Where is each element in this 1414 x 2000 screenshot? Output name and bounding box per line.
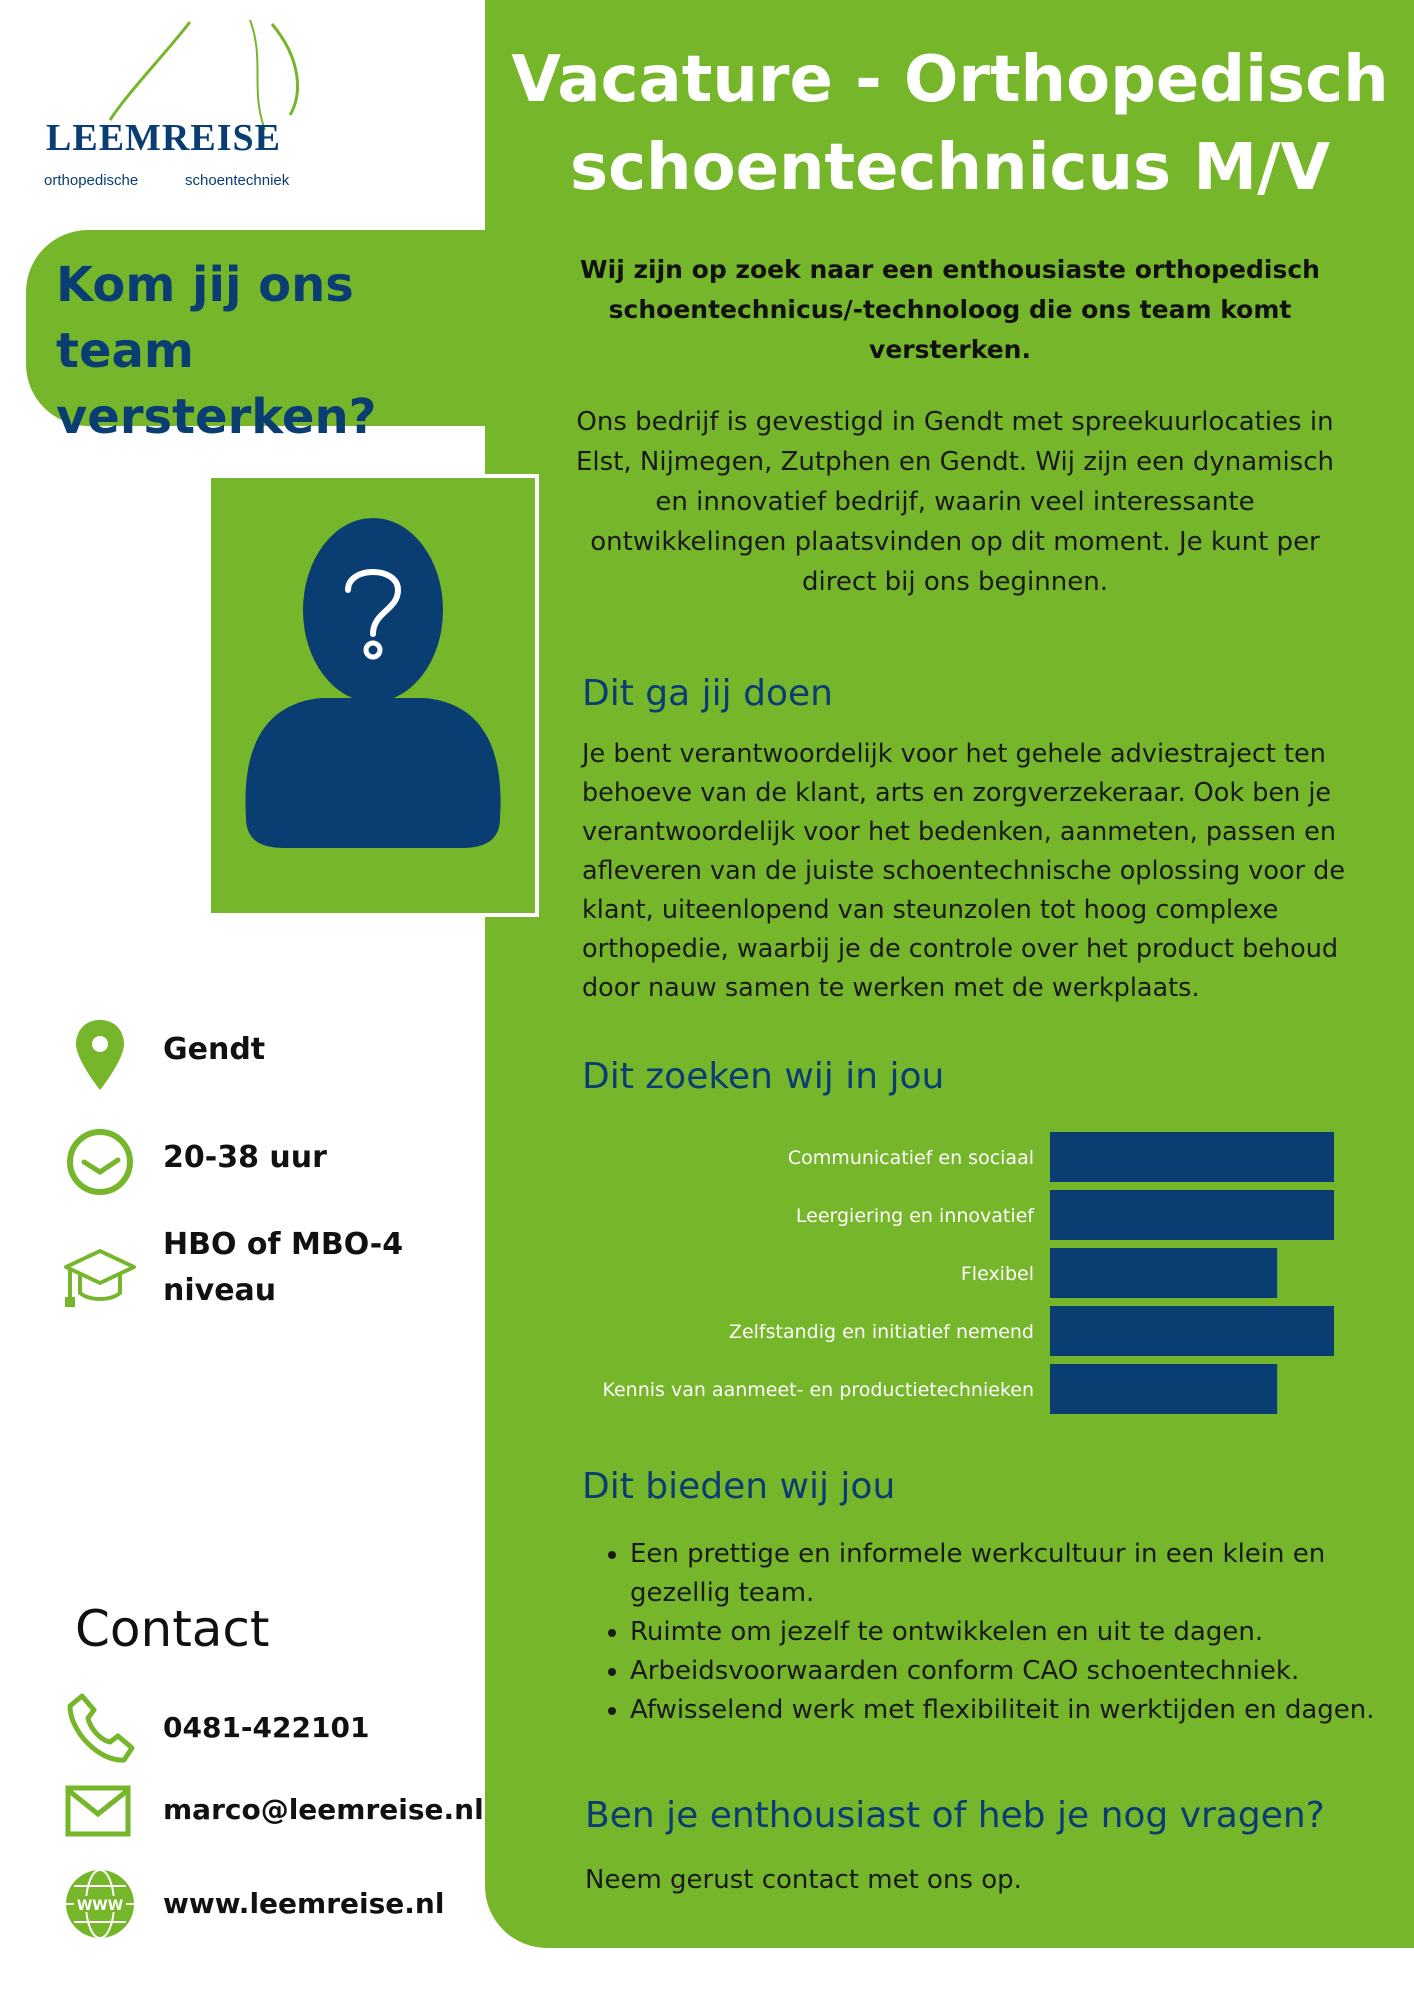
svg-text:WWW: WWW	[76, 1898, 124, 1914]
contact-title: Contact	[75, 1600, 270, 1658]
offer-list-item: • Een prettige en informele werkcultuur in een klein en gezellig team.	[630, 1535, 1410, 1613]
offer-list-item: • Afwisselend werk met flexibiliteit in werktijden en dagen.	[630, 1691, 1410, 1730]
person-question-icon	[211, 478, 535, 913]
info-education-text-line1: HBO of MBO-4	[163, 1227, 404, 1262]
chart-category-label: Leergiering en innovatief	[795, 1205, 1034, 1227]
intro-bold: Wij zijn op zoek naar een enthousiaste orthopedisch schoentechnicus/-technoloog die ons team komt versterken.	[580, 255, 1320, 364]
chart-category-label: Communicatief en sociaal	[787, 1147, 1034, 1169]
skills-bar-chart	[560, 1128, 1360, 1418]
chart-bar	[1050, 1190, 1334, 1240]
phone-icon	[60, 1688, 140, 1768]
logo-subtitle-left: orthopedische	[44, 172, 139, 189]
page-title-line2: schoentechnicus M/V	[570, 131, 1330, 205]
chart-category-label: Zelfstandig en initiatief nemend	[728, 1321, 1034, 1343]
contact-phone-text[interactable]: 0481-422101	[163, 1711, 370, 1744]
location-pin-icon	[60, 1014, 140, 1094]
chart-bar	[1050, 1364, 1277, 1414]
tagline: Kom jij ons team versterken?	[56, 257, 377, 445]
clock-icon	[60, 1122, 140, 1202]
section-heading-doen: Dit ga jij doen	[582, 673, 833, 714]
contact-email-text[interactable]: marco@leemreise.nl	[163, 1793, 484, 1826]
page-title-line1: Vacature - Orthopedisch	[511, 43, 1389, 117]
chart-category-label: Flexibel	[960, 1263, 1034, 1285]
offer-list-item: • Ruimte om jezelf te ontwikkelen en uit te dagen.	[630, 1613, 1410, 1652]
closing-text: Neem gerust contact met ons op.	[585, 1865, 1022, 1895]
globe-icon	[60, 1864, 140, 1944]
logo-name: LEEMREISE	[46, 117, 281, 159]
chart-bar	[1050, 1132, 1334, 1182]
info-location-text: Gendt	[163, 1032, 266, 1067]
intro-text: Ons bedrijf is gevestigd in Gendt met spreekuurlocaties in Elst, Nijmegen, Zutphen en Gendt. Wij zijn een dynamisch en innovatief bedrijf, waarin veel interessante ontwikkelingen plaatsvinden op dit moment. Je kunt per direct bij ons beginnen.	[575, 407, 1335, 597]
info-education-text-line2: niveau	[163, 1273, 277, 1308]
envelope-icon	[60, 1770, 140, 1850]
section-heading-vragen: Ben je enthousiast of heb je nog vragen?	[585, 1795, 1325, 1836]
doen-text: Je bent verantwoordelijk voor het gehele adviestraject ten behoeve van de klant, arts en zorgverzekeraar. Ook ben je verantwoordelijk voor het bedenken, aanmeten, passen en afleveren van de juiste schoentechnische oplossing voor de klant, uiteenlopend van steunzolen tot hoog complexe orthopedie, waarbij je de controle over het product behoud door nauw samen te werken met de werkplaats.	[582, 739, 1346, 1003]
section-heading-bieden: Dit bieden wij jou	[582, 1466, 896, 1507]
tagline-box	[26, 230, 496, 445]
offer-list	[590, 1535, 1410, 1730]
chart-bar	[1050, 1306, 1334, 1356]
chart-bar	[1050, 1248, 1277, 1298]
section-heading-zoeken: Dit zoeken wij in jou	[582, 1056, 945, 1097]
profile-photo-placeholder	[207, 474, 539, 917]
logo	[40, 20, 320, 200]
page-title	[500, 36, 1400, 212]
info-hours-text: 20-38 uur	[163, 1140, 327, 1175]
offer-list-item: • Arbeidsvoorwaarden conform CAO schoentechniek.	[630, 1652, 1410, 1691]
contact-website-text[interactable]: www.leemreise.nl	[163, 1887, 445, 1920]
logo-subtitle-right: schoentechniek	[185, 172, 290, 189]
graduation-cap-icon	[60, 1237, 140, 1317]
chart-category-label: Kennis van aanmeet- en productietechnieken	[602, 1379, 1034, 1401]
